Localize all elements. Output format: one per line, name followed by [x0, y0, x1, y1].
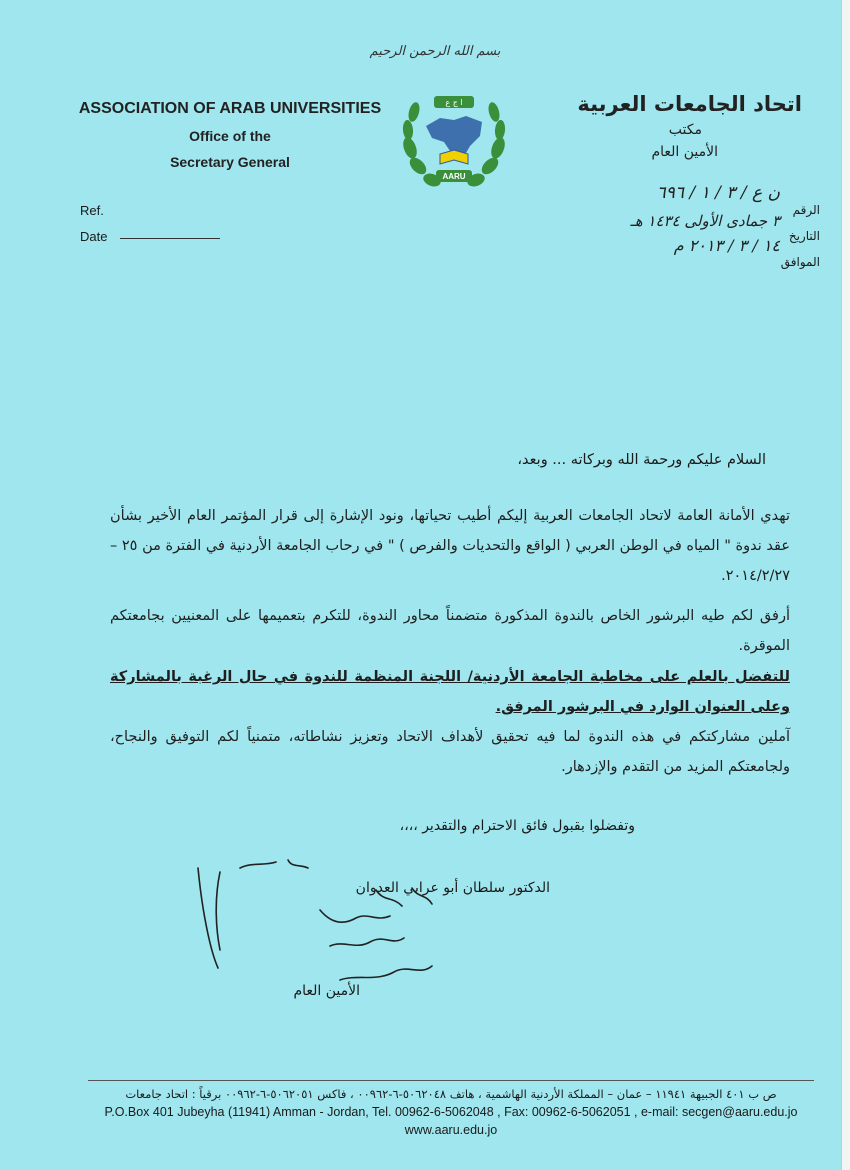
org-name-ar: اتحاد الجامعات العربية: [577, 92, 802, 116]
closing-line: وتفضلوا بقبول فائق الاحترام والتقدير ،،،،: [399, 818, 635, 834]
paragraph-3: للتفضل بالعلم على مخاطبة الجامعة الأردنية/ اللجنة المنظمة للندوة في حال الرغبة بالمشاركة وعلى العنوان الوارد في البرشور المرفق.: [110, 669, 790, 715]
paragraph-4: آملين مشاركتكم في هذه الندوة لما فيه تحقيق لأهداف الاتحاد وتعزيز نشاطاته، متمنياً لكم التوفيق والنجاح، ولجامعتكم المزيد من التقدم والإزدهار.: [110, 729, 790, 775]
aaru-logo: [396, 88, 512, 196]
basmala: بسم الله الرحمن الرحيم: [369, 44, 501, 59]
office-en: Office of the: [189, 128, 271, 144]
ref-value-ar: ن ع / ٣ / ١ / ٦٩٦: [656, 183, 780, 203]
paragraph-2: أرفق لكم طيه البرشور الخاص بالندوة المذكورة متضمناً محاور الندوة، للتكرم بتعميمها على المعنيين بجامعتكم الموقرة.: [110, 608, 790, 654]
ref-label-en: Ref.: [80, 203, 104, 218]
date-value-ar: ٣ جمادى الأولى ١٤٣٤ هـ: [630, 212, 780, 230]
date-underline: [120, 238, 220, 239]
signer-name: الدكتور سلطان أبو عرابي العدوان: [355, 880, 550, 896]
logo-top-text: ا ج ع: [445, 98, 463, 107]
footer-address-ar: ص ب ٤٠١ الجبيهة ١١٩٤١ – عمان – المملكة الأردنية الهاشمية ، هاتف ٥٠٦٢٠٤٨-٦-٠٠٩٦٢ ، فاكس ٥٠٦٢٠٥١-٦-٠٠٩٦٢ برقياً : اتحاد جامعات: [125, 1087, 777, 1101]
footer-website: www.aaru.edu.jo: [404, 1123, 498, 1137]
logo-bottom-text: AARU: [442, 172, 466, 181]
secretary-ar: الأمين العام: [651, 144, 718, 160]
signer-title: الأمين العام: [293, 983, 360, 999]
footer-divider: [88, 1080, 814, 1081]
corresponding-label-ar: الموافق: [780, 255, 820, 269]
org-name-en: ASSOCIATION OF ARAB UNIVERSITIES: [78, 100, 382, 117]
ref-label-ar: الرقم: [792, 203, 820, 217]
scan-edge: [841, 0, 850, 1170]
paragraph-1: تهدي الأمانة العامة لاتحاد الجامعات العربية إليكم أطيب تحياتها، ونود الإشارة إلى قرار المؤتمر العام الأخير بشأن عقد ندوة " المياه في الوطن العربي ( الواقع والتحديات والفرص ) " في رحاب الجامعة الأردنية في الفترة من ٢٥ –٢٠١٤/٢/٢٧.: [110, 508, 791, 584]
corresponding-value-ar: ١٤ / ٣ / ٢٠١٣ م: [673, 236, 780, 255]
footer-address-en: P.O.Box 401 Jubeyha (11941) Amman - Jordan, Tel. 00962-6-5062048 , Fax: 00962-6-5062051 , e-mail: secgen@aaru.edu.jo: [104, 1105, 798, 1119]
header-english: [70, 100, 390, 170]
date-label-en: Date: [80, 229, 108, 244]
header-arabic: [502, 92, 802, 160]
date-label-ar: التاريخ: [788, 229, 820, 243]
office-ar: مكتب: [668, 122, 702, 138]
greeting: السلام عليكم ورحمة الله وبركاته ... وبعد،: [517, 452, 766, 468]
secretary-en: Secretary General: [170, 154, 290, 170]
